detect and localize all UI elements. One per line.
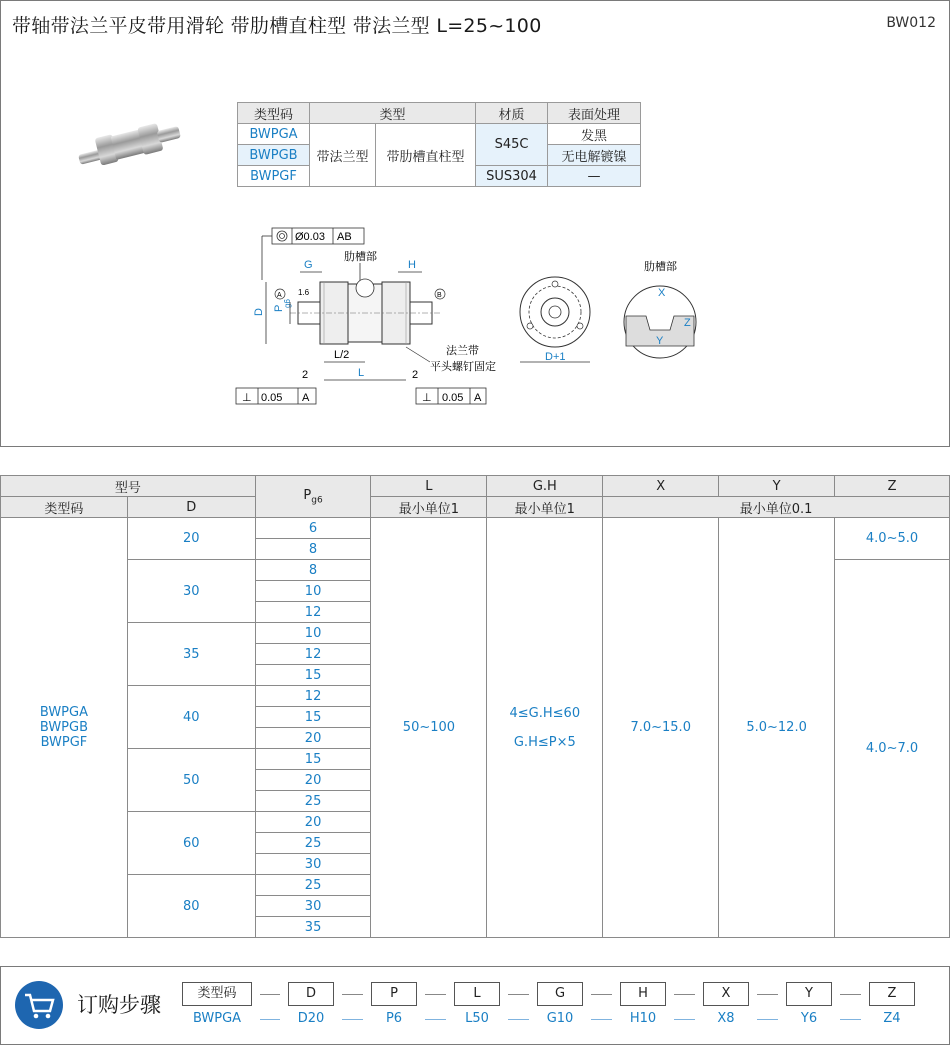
perp-left-value: 0.05 [261, 392, 283, 404]
spec-p-value: 30 [255, 896, 371, 917]
perp-right-ref: A [474, 392, 482, 404]
spec-p-value: 30 [255, 854, 371, 875]
spec-d-value: 35 [127, 623, 255, 686]
roughness-value: 1.6 [298, 288, 310, 297]
order-box: Z [869, 982, 915, 1006]
order-value-connector [425, 1019, 446, 1020]
th-type: 类型 [310, 103, 476, 124]
order-value: D20 [297, 1011, 325, 1026]
order-value: Z4 [883, 1011, 901, 1026]
order-box: 类型码 [182, 982, 252, 1006]
spec-p-value: 12 [255, 686, 371, 707]
spec-p-value: 8 [255, 539, 371, 560]
d-plus-label: D+1 [545, 351, 566, 363]
order-value-connector [674, 1019, 695, 1020]
flange-note-1: 法兰带 [446, 345, 479, 357]
z-label: Z [684, 317, 691, 329]
spec-p-value: 15 [255, 707, 371, 728]
order-value-connector [591, 1019, 612, 1020]
spec-l-value: 50~100 [371, 518, 487, 938]
th-l-sub: 最小单位1 [371, 497, 487, 518]
spec-p-value: 25 [255, 791, 371, 812]
order-value: X8 [717, 1011, 735, 1026]
order-steps-panel [0, 966, 950, 1045]
spec-p-value: 35 [255, 917, 371, 938]
spec-x-value: 7.0~15.0 [603, 518, 719, 938]
th-typecode: 类型码 [1, 497, 128, 518]
d-label: D [253, 308, 265, 316]
order-connector [757, 994, 778, 995]
order-value-connector [757, 1019, 778, 1020]
type-code-f: BWPGF [238, 166, 310, 187]
order-value: H10 [629, 1011, 657, 1026]
order-value: BWPGA [192, 1011, 242, 1026]
spec-p-value: 12 [255, 602, 371, 623]
product-code: BW012 [886, 15, 936, 31]
order-value: L50 [465, 1011, 489, 1026]
order-value: P6 [385, 1011, 403, 1026]
spec-p-value: 6 [255, 518, 371, 539]
th-x: X [603, 476, 719, 497]
datum-a-label: A [277, 292, 282, 299]
type-table [237, 102, 641, 187]
order-box: X [703, 982, 749, 1006]
spec-p-value: 25 [255, 833, 371, 854]
order-connector [508, 994, 529, 995]
order-connector [591, 994, 612, 995]
g-label: G [304, 259, 313, 271]
perp-right-value: 0.05 [442, 392, 464, 404]
spec-d-value: 20 [127, 518, 255, 560]
spec-d-value: 50 [127, 749, 255, 812]
th-model: 型号 [1, 476, 256, 497]
h-label: H [408, 259, 416, 271]
tol-top-ref: AB [337, 231, 352, 243]
surface-black: 发黑 [548, 124, 641, 145]
spec-d-value: 60 [127, 812, 255, 875]
order-value: Y6 [800, 1011, 818, 1026]
spec-z-value-1: 4.0~5.0 [835, 518, 950, 560]
th-surface: 表面处理 [548, 103, 641, 124]
spec-z-value-2: 4.0~7.0 [835, 560, 950, 938]
order-box: G [537, 982, 583, 1006]
two-left-label: 2 [302, 369, 309, 381]
th-material: 材质 [476, 103, 548, 124]
th-d: D [127, 497, 255, 518]
perp-left-ref: A [302, 392, 310, 404]
material-s45c: S45C [476, 124, 548, 166]
spec-gh-value [487, 518, 603, 938]
order-value-connector [508, 1019, 529, 1020]
datum-b-label: B [437, 292, 442, 299]
cart-icon [15, 981, 63, 1029]
order-box: L [454, 982, 500, 1006]
order-connector [840, 994, 861, 995]
spec-p-value: 10 [255, 623, 371, 644]
order-box: P [371, 982, 417, 1006]
order-value-connector [342, 1019, 363, 1020]
order-title: 订购步骤 [77, 993, 161, 1017]
spec-typecode: BWPGB [39, 720, 88, 735]
spec-gh-range: 4≤G.H≤60 [509, 705, 581, 721]
type-flange: 带法兰型 [310, 124, 376, 187]
order-connector [674, 994, 695, 995]
order-box: H [620, 982, 666, 1006]
spec-gh-limit: G.H≤P×5 [513, 734, 576, 750]
l-half-label: L/2 [334, 349, 350, 361]
spec-typecode: BWPGA [39, 705, 88, 720]
flange-note-2: 平头螺钉固定 [430, 361, 496, 373]
perp-icon-right: ⊥ [422, 392, 432, 404]
order-box: Y [786, 982, 832, 1006]
spec-p-value: 20 [255, 728, 371, 749]
spec-p-value: 15 [255, 749, 371, 770]
order-connector [260, 994, 280, 995]
spec-p-value: 10 [255, 581, 371, 602]
order-connector [425, 994, 446, 995]
rib-label: 肋槽部 [344, 251, 377, 263]
spec-p-value: 20 [255, 770, 371, 791]
th-p: $P_{g6}$ [255, 476, 371, 518]
th-typecode: 类型码 [238, 103, 310, 124]
spec-d-value: 80 [127, 875, 255, 938]
type-code-b: BWPGB [238, 145, 310, 166]
spec-p-value: 12 [255, 644, 371, 665]
type-rib: 带肋槽直柱型 [376, 124, 476, 187]
material-sus304: SUS304 [476, 166, 548, 187]
spec-typecode: BWPGF [40, 735, 88, 750]
page-title: 带轴带法兰平皮带用滑轮 带肋槽直柱型 带法兰型 L=25~100 [12, 15, 542, 37]
order-value-connector [840, 1019, 861, 1020]
spec-d-value: 40 [127, 686, 255, 749]
spec-d-value: 30 [127, 560, 255, 623]
th-l: L [371, 476, 487, 497]
spec-table [0, 475, 950, 938]
spec-typecodes [1, 518, 128, 938]
surface-none: — [548, 166, 641, 187]
order-connector [342, 994, 363, 995]
th-gh: G.H [487, 476, 603, 497]
perp-icon-left: ⊥ [242, 392, 252, 404]
l-label: L [358, 367, 365, 379]
x-label: X [658, 287, 666, 299]
surface-nickel: 无电解镀镍 [548, 145, 641, 166]
order-value-connector [260, 1019, 280, 1020]
spec-y-value: 5.0~12.0 [719, 518, 835, 938]
technical-drawing [230, 222, 720, 412]
rib-detail-label: 肋槽部 [644, 261, 677, 273]
spec-row [1, 518, 950, 539]
order-box: D [288, 982, 334, 1006]
spec-p-value: 25 [255, 875, 371, 896]
spec-p-value: 15 [255, 665, 371, 686]
th-xyz-sub: 最小单位0.1 [603, 497, 950, 518]
y-label: Y [656, 335, 664, 347]
type-code-a: BWPGA [238, 124, 310, 145]
two-right-label: 2 [412, 369, 419, 381]
spec-p-value: 20 [255, 812, 371, 833]
tol-top-value: Ø0.03 [295, 231, 325, 243]
p-label: P [273, 304, 285, 312]
th-gh-sub: 最小单位1 [487, 497, 603, 518]
spec-p-value: 8 [255, 560, 371, 581]
p-sub-label: g6 [283, 299, 292, 308]
pulley-photo [74, 112, 186, 168]
order-value: G10 [546, 1011, 574, 1026]
th-y: Y [719, 476, 835, 497]
th-z: Z [835, 476, 950, 497]
